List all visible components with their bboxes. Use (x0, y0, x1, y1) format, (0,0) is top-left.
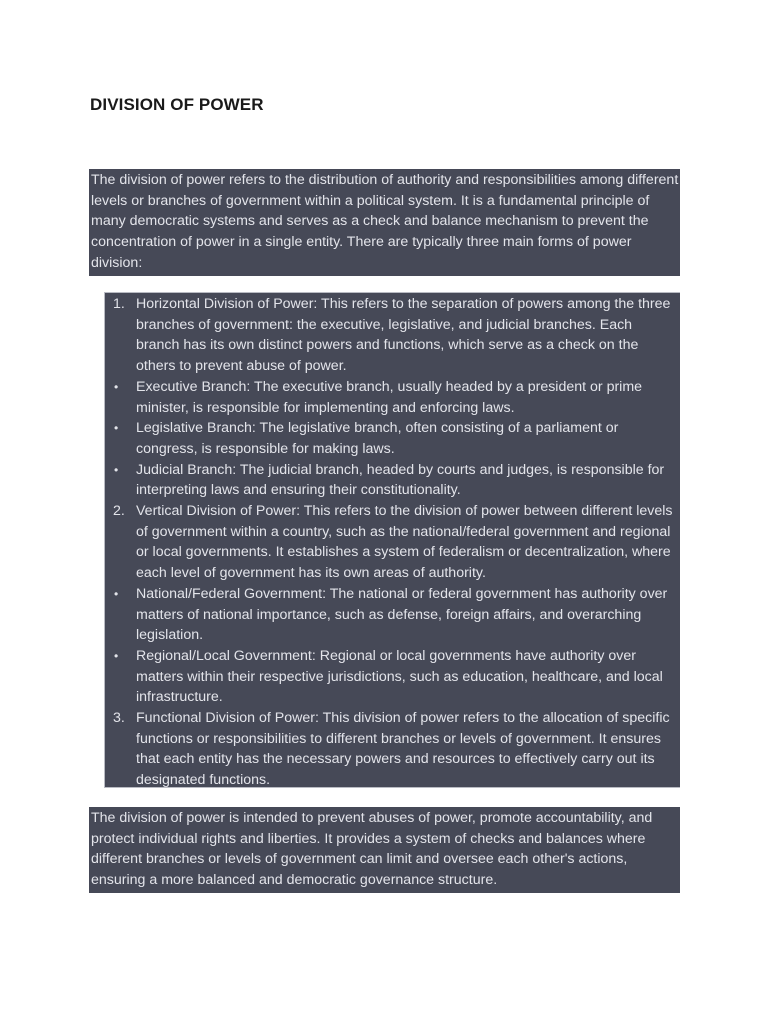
bullet-icon: • (114, 586, 119, 601)
list-item-horizontal-division (105, 294, 680, 377)
list-item-text: Regional/Local Government: Regional or local governments have authority over matters within their respective jurisdictions, such as education, healthcare, and local infrastructure. (136, 647, 663, 706)
bullet-icon: • (114, 379, 119, 394)
bullet-icon: • (114, 421, 119, 436)
list-marker: 1. (113, 296, 125, 312)
list-item-vertical-division (105, 501, 680, 584)
division-list-container (104, 292, 680, 788)
list-item-text: Horizontal Division of Power: This refers to the separation of powers among the three branches of government: the executive, legislative, and judicial branches. Each branch has its own distinct powers and functions, which serve as a check on the others to prevent abuse of power. (136, 296, 671, 375)
division-list (105, 294, 680, 791)
list-item-functional-division (105, 708, 680, 791)
list-item-executive-branch (105, 377, 680, 418)
page-title: DIVISION OF POWER (90, 95, 264, 114)
bullet-icon: • (114, 462, 119, 477)
list-item-legislative-branch (105, 418, 680, 459)
list-item-regional-government (105, 646, 680, 708)
list-item-text: Executive Branch: The executive branch, usually headed by a president or prime minister, is responsible for implementing and enforcing laws. (136, 378, 643, 416)
intro-paragraph: The division of power refers to the distribution of authority and responsibilities among different levels or branches of government within a political system. It is a fundamental principle of many democratic systems and serves as a check and balance mechanism to prevent the concentration of power in a single entity. There are typically three main forms of power division: (89, 169, 680, 276)
list-item-text: Legislative Branch: The legislative branch, often consisting of a parliament or congress, is responsible for making laws. (136, 420, 619, 457)
list-marker: 3. (113, 710, 125, 727)
list-item-judicial-branch (105, 460, 680, 501)
list-marker: 2. (113, 503, 125, 520)
list-item-national-government (105, 584, 680, 646)
list-item-text: Functional Division of Power: This division of power refers to the allocation of specific functions or responsibilities to different branches or levels of government. It ensures that each entity has the necessary powers and resources to effectively carry out its designated functions. (136, 710, 670, 789)
bullet-icon: • (114, 648, 119, 663)
list-item-text: Judicial Branch: The judicial branch, headed by courts and judges, is responsible for interpreting laws and ensuring their constitutionality. (136, 461, 665, 499)
closing-paragraph: The division of power is intended to prevent abuses of power, promote accountability, and protect individual rights and liberties. It provides a system of checks and balances where different branches or levels of government can limit and oversee each other's actions, ensuring a more balanced and democratic governance structure. (89, 807, 680, 893)
list-item-text: National/Federal Government: The national or federal government has authority over matters of national importance, such as defense, foreign affairs, and overarching legislation. (136, 585, 668, 644)
list-item-text: Vertical Division of Power: This refers to the division of power between different levels of government within a country, such as the national/federal government and regional or local governments. It establishes a system of federalism or decentralization, where each level of government has its own areas of authority. (136, 503, 673, 582)
